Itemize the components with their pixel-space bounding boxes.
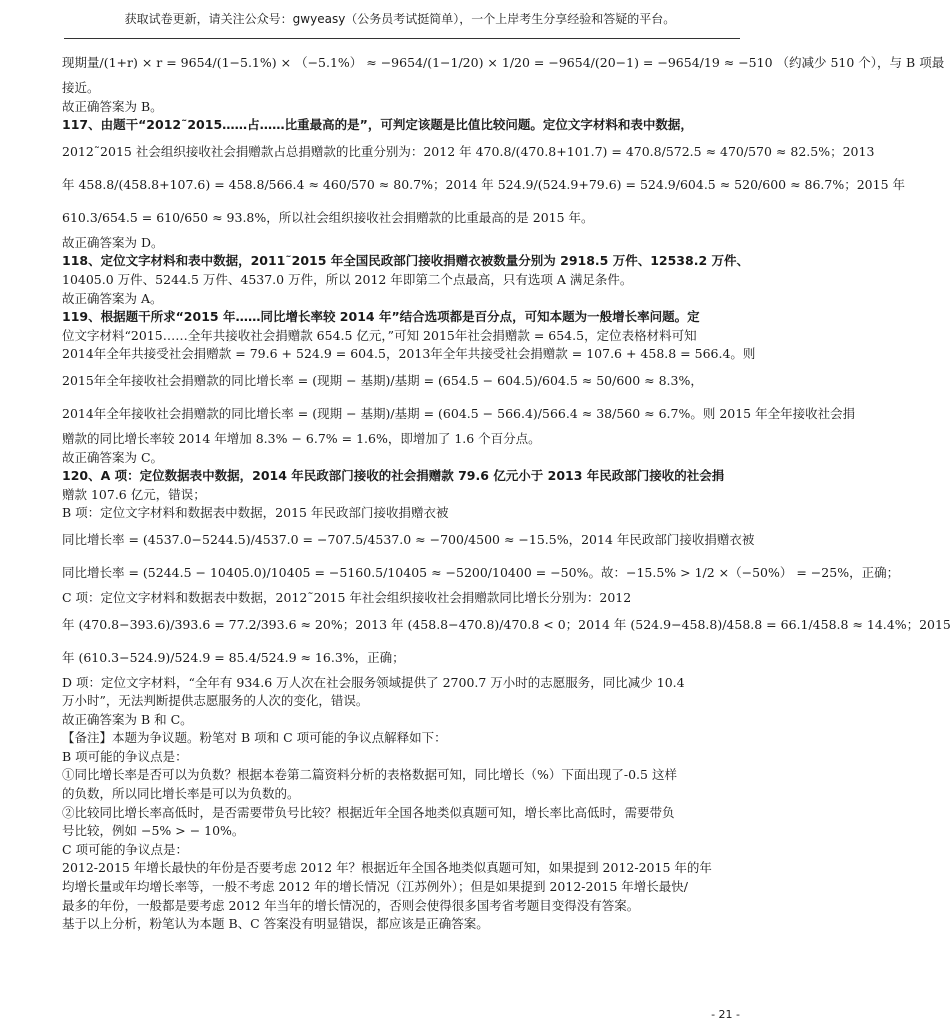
- header-divider: [64, 38, 740, 39]
- text-line: 故正确答案为 D。: [62, 234, 164, 250]
- text-line: 610.3/654.5 = 610/650 ≈ 93.8%，所以社会组织接收社会捐赠款的比重最高的是 2015 年。: [62, 209, 594, 225]
- text-line: ②比较同比增长率高低时，是否需要带负号比较？根据近年全国各地类似真题可知，增长率比高低时，需要带负: [62, 804, 675, 820]
- text-line: 赠款 107.6 亿元，错误；: [62, 486, 206, 502]
- text-line: 同比增长率 = (5244.5 − 10405.0)/10405 = −5160.5/10405 ≈ −5200/10400 = −50%。故：−15.5% > 1/2 ×（−50%） = −25%，正确；: [62, 564, 900, 580]
- question-117-line: 117、由题干“2012˜2015……占……比重最高的是”，可判定该题是比值比较问题。定位文字材料和表中数据，: [62, 117, 693, 133]
- text-line: 的负数，所以同比增长率是可以为负数的。: [62, 786, 300, 802]
- text-line: 万小时”，无法判断提供志愿服务的人次的变化，错误。: [62, 693, 369, 709]
- text-line: D 项：定位文字材料，“全年有 934.6 万人次在社会服务领域提供了 2700.7 万小时的志愿服务，同比减少 10.4: [62, 674, 685, 690]
- text-line: 10405.0 万件、5244.5 万件、4537.0 万件，所以 2012 年即第二个点最高，只有选项 A 满足条件。: [62, 271, 633, 287]
- text-line: 最多的年份，一般都是要考虑 2012 年当年的增长情况的，否则会使得很多国考省考题目变得没有答案。: [62, 897, 640, 913]
- text-line: C 项可能的争议点是：: [62, 841, 189, 857]
- text-line: 均增长量或年均增长率等，一般不考虑 2012 年的增长情况（江苏例外）；但是如果提到 2012-2015 年增长最快/: [62, 879, 689, 895]
- text-line: 年 (610.3−524.9)/524.9 = 85.4/524.9 ≈ 16.3%，正确；: [62, 649, 405, 665]
- text-line: C 项：定位文字材料和数据表中数据，2012˜2015 年社会组织接收社会捐赠款同比增长分别为：2012: [62, 589, 632, 605]
- text-line: 现期量/(1+r) × r = 9654/(1−5.1%) × （−5.1%） ≈ −9654/(1−1/20) × 1/20 = −9654/(20−1) = −9654/19 ≈ −510 （约减少 510 个），与 B 项最: [62, 55, 945, 70]
- text-line: 年 (470.8−393.6)/393.6 = 77.2/393.6 ≈ 20%；2013 年 (458.8−470.8)/470.8 < 0；2014 年 (524.9−458.8)/458.8 = 66.1/458.8 ≈ 14.4%；2015: [62, 616, 951, 632]
- text-line: B 项：定位文字材料和数据表中数据，2015 年民政部门接收捐赠衣被: [62, 505, 449, 521]
- text-line: 接近。: [62, 80, 100, 95]
- question-118-line: 118、定位文字材料和表中数据，2011˜2015 年全国民政部门接收捐赠衣被数量分别为 2918.5 万件、12538.2 万件、: [62, 253, 750, 269]
- text-line: 号比较，例如 −5% > − 10%。: [62, 823, 245, 839]
- page-number: - 21 -: [711, 1008, 740, 1021]
- text-line: 基于以上分析，粉笔认为本题 B、C 答案没有明显错误，都应该是正确答案。: [62, 916, 489, 932]
- text-line: 2012˜2015 社会组织接收社会捐赠款占总捐赠款的比重分别为：2012 年 470.8/(470.8+101.7) = 470.8/572.5 ≈ 470/570 ≈ 82.5%；2013: [62, 143, 875, 159]
- text-line: ①同比增长率是否可以为负数？根据本卷第二篇资料分析的表格数据可知，同比增长（%）下面出现了-0.5 这样: [62, 767, 677, 783]
- text-line: 位文字材料“2015……全年共接收社会捐赠款 654.5 亿元，”可知 2015年社会捐赠款 = 654.5，定位表格材料可知: [62, 327, 697, 343]
- text-line: 故正确答案为 B。: [62, 98, 163, 114]
- document-body: [62, 46, 951, 934]
- text-line: 2012-2015 年增长最快的年份是否要考虑 2012 年？根据近年全国各地类似真题可知，如果提到 2012-2015 年的年: [62, 860, 712, 876]
- text-line: 2014年全年接收社会捐赠款的同比增长率 = (现期 − 基期)/基期 = (604.5 − 566.4)/566.4 ≈ 38/560 ≈ 6.7%。则 2015 年全年接收社会捐: [62, 405, 856, 421]
- text-line: B 项可能的争议点是：: [62, 748, 188, 764]
- text-line: 2015年全年接收社会捐赠款的同比增长率 = (现期 − 基期)/基期 = (654.5 − 604.5)/604.5 ≈ 50/600 ≈ 8.3%，: [62, 372, 703, 388]
- text-line: 年 458.8/(458.8+107.6) = 458.8/566.4 ≈ 460/570 ≈ 80.7%；2014 年 524.9/(524.9+79.6) = 524.9/604.5 ≈ 520/600 ≈ 86.7%；2015 年: [62, 176, 906, 192]
- text-line: 故正确答案为 B 和 C。: [62, 711, 193, 727]
- page-header-notice: 获取试卷更新，请关注公众号：gwyeasy（公务员考试挺简单），一个上岸考生分享经验和答疑的平台。: [124, 12, 676, 26]
- text-line: 故正确答案为 A。: [62, 290, 163, 306]
- text-line: 赠款的同比增长率较 2014 年增加 8.3% − 6.7% = 1.6%，即增加了 1.6 个百分点。: [62, 430, 541, 446]
- text-line: 同比增长率 = (4537.0−5244.5)/4537.0 = −707.5/4537.0 ≈ −700/4500 ≈ −15.5%，2014 年民政部门接收捐赠衣被: [62, 531, 755, 547]
- text-line: 【备注】本题为争议题。粉笔对 B 项和 C 项可能的争议点解释如下：: [62, 730, 447, 746]
- text-line: 故正确答案为 C。: [62, 449, 164, 465]
- question-119-line: 119、根据题干所求“2015 年……同比增长率较 2014 年”结合选项都是百分点，可知本题为一般增长率问题。定: [62, 309, 700, 325]
- question-120-line: 120、A 项：定位数据表中数据，2014 年民政部门接收的社会捐赠款 79.6 亿元小于 2013 年民政部门接收的社会捐: [62, 468, 725, 484]
- text-line: 2014年全年共接受社会捐赠款 = 79.6 + 524.9 = 604.5，2013年全年共接受社会捐赠款 = 107.6 + 458.8 = 566.4。则: [62, 346, 756, 362]
